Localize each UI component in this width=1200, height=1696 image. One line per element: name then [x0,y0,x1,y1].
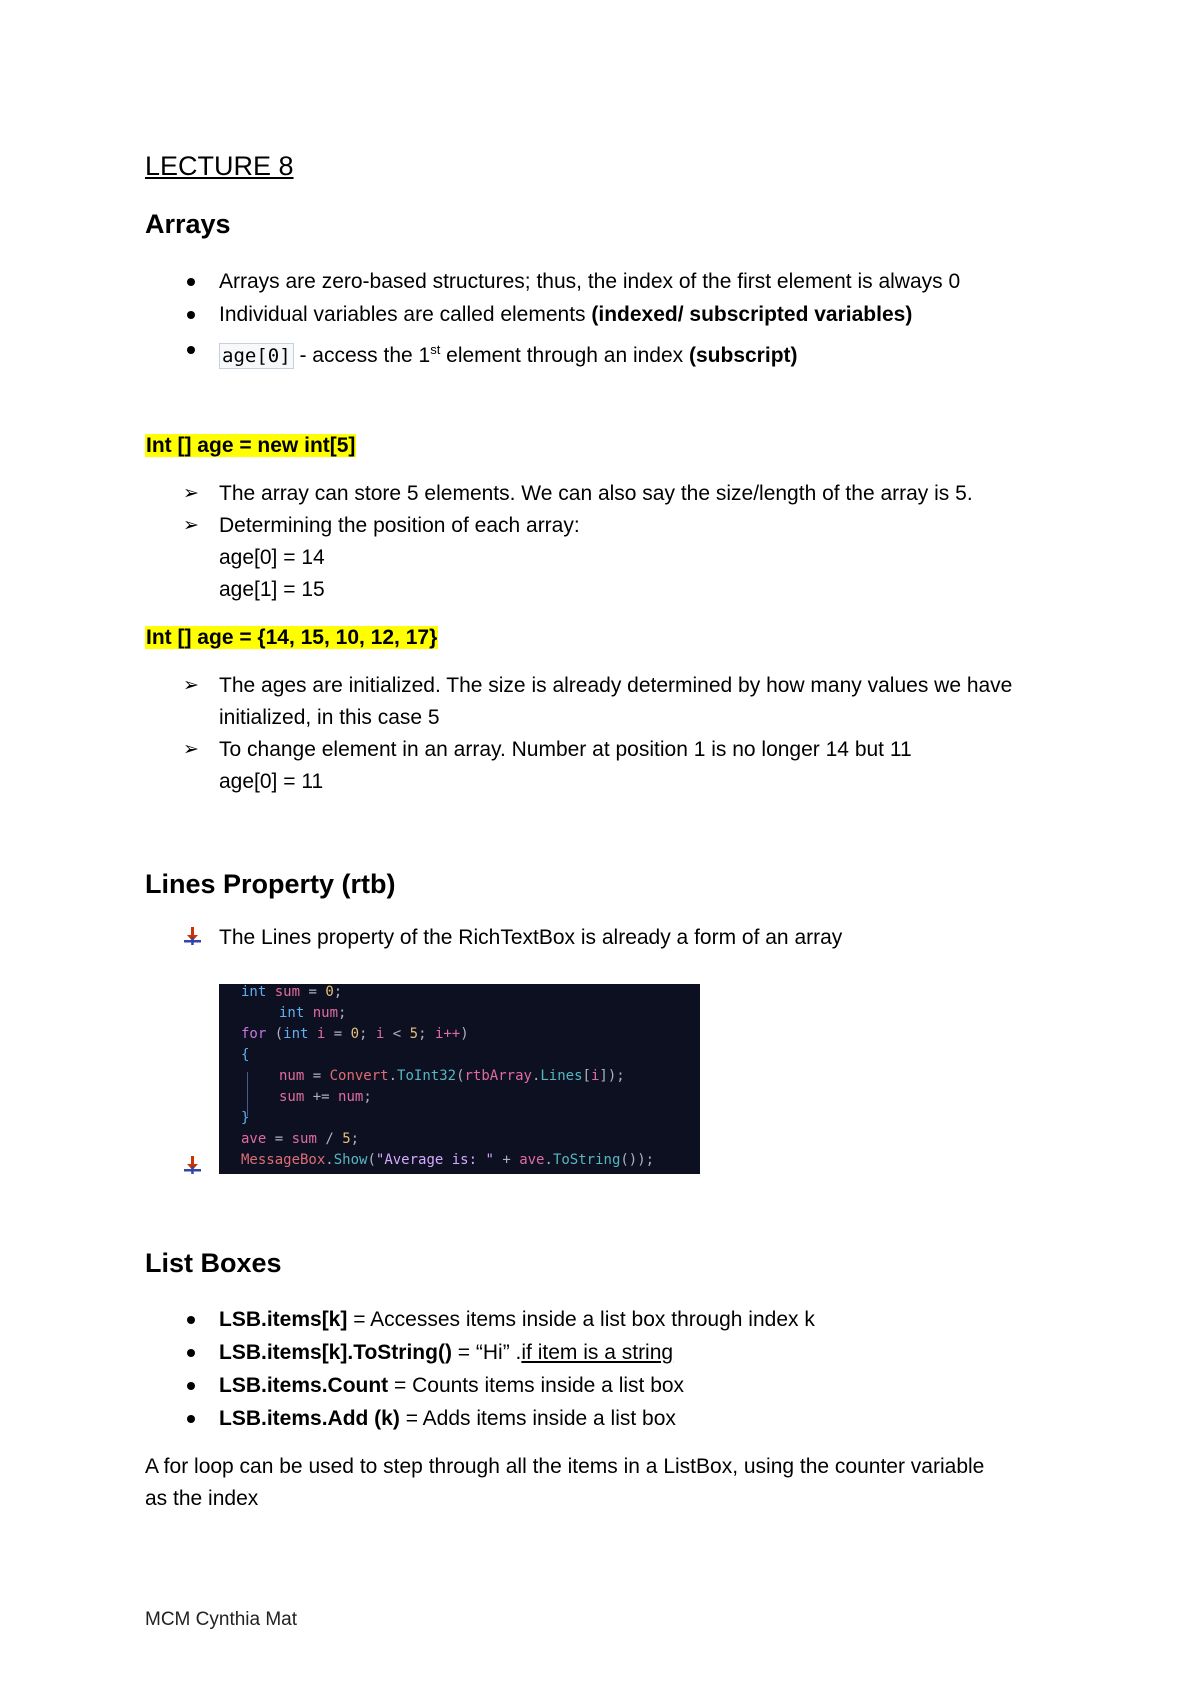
declaration-2: Int [] age = {14, 15, 10, 12, 17} [146,626,438,649]
arrow-down-plus-icon [183,1156,201,1174]
list-boxes-bullet-2: LSB.items[k].ToString() = “Hi” .if item is a string [219,1341,674,1364]
bullet-dot [187,1316,195,1324]
code-line-2: int num; [279,1005,347,1021]
bullet-dot [187,1349,195,1357]
bullet-dot [187,346,195,354]
list-boxes-bullet-1: LSB.items[k] = Accesses items inside a list box through index k [219,1308,815,1331]
code-line-4: { [241,1047,250,1063]
decl1-point-2: Determining the position of each array: [219,514,580,537]
bullet-dot [187,1382,195,1390]
list-boxes-paragraph-line-2: as the index [145,1487,259,1510]
code-line-7: } [241,1110,250,1126]
code-line-3: for (int i = 0; i < 5; i++) [241,1026,469,1042]
arrays-bullet-1: Arrays are zero-based structures; thus, the index of the first element is always 0 [219,270,961,293]
list-boxes-bullet-4: LSB.items.Add (k) = Adds items inside a list box [219,1407,676,1430]
arrowhead-icon: ➢ [183,515,199,536]
bullet-dot [187,1415,195,1423]
code-line-1: int sum = 0; [241,984,343,1000]
code-line-5: num = Convert.ToInt32(rtbArray.Lines[i]); [279,1068,625,1084]
decl1-point-2-line-1: age[0] = 14 [219,546,325,569]
decl2-point-2: To change element in an array. Number at position 1 is no longer 14 but 11 [219,738,912,761]
decl2-point-2-line-1: age[0] = 11 [219,770,324,793]
arrays-heading: Arrays [145,209,231,239]
inline-code: age[0] [219,343,294,369]
declaration-1: Int [] age = new int[5] [146,434,356,457]
arrays-bullet-2: Individual variables are called elements (indexed/ subscripted variables) [219,303,913,326]
lines-property-point: The Lines property of the RichTextBox is already a form of an array [219,926,843,949]
decl1-point-1: The array can store 5 elements. We can also say the size/length of the array is 5. [219,482,973,505]
bullet-dot [187,278,195,286]
arrowhead-icon: ➢ [183,483,199,504]
code-screenshot [219,984,700,1174]
list-boxes-heading: List Boxes [145,1248,282,1278]
code-line-6: sum += num; [279,1089,372,1105]
list-boxes-paragraph-line-1: A for loop can be used to step through all the items in a ListBox, using the counter variable [145,1455,985,1478]
decl2-point-1-line-1: The ages are initialized. The size is already determined by how many values we have [219,674,1013,697]
lines-property-heading: Lines Property (rtb) [145,869,396,899]
decl2-point-1-line-2: initialized, in this case 5 [219,706,440,729]
bullet-dot [187,311,195,319]
arrow-down-plus-icon [183,927,201,945]
page-footer: MCM Cynthia Mat [145,1609,298,1630]
list-boxes-bullet-3: LSB.items.Count = Counts items inside a list box [219,1374,685,1397]
arrowhead-icon: ➢ [183,739,199,760]
code-line-8: ave = sum / 5; [241,1131,360,1147]
arrowhead-icon: ➢ [183,675,199,696]
arrays-bullet-3: age[0] - access the 1st element through an index (subscript) [219,334,798,372]
lecture-title: LECTURE 8 [145,151,294,181]
decl1-point-2-line-2: age[1] = 15 [219,578,325,601]
code-line-9: MessageBox.Show("Average is: " + ave.ToString()); [241,1152,655,1168]
